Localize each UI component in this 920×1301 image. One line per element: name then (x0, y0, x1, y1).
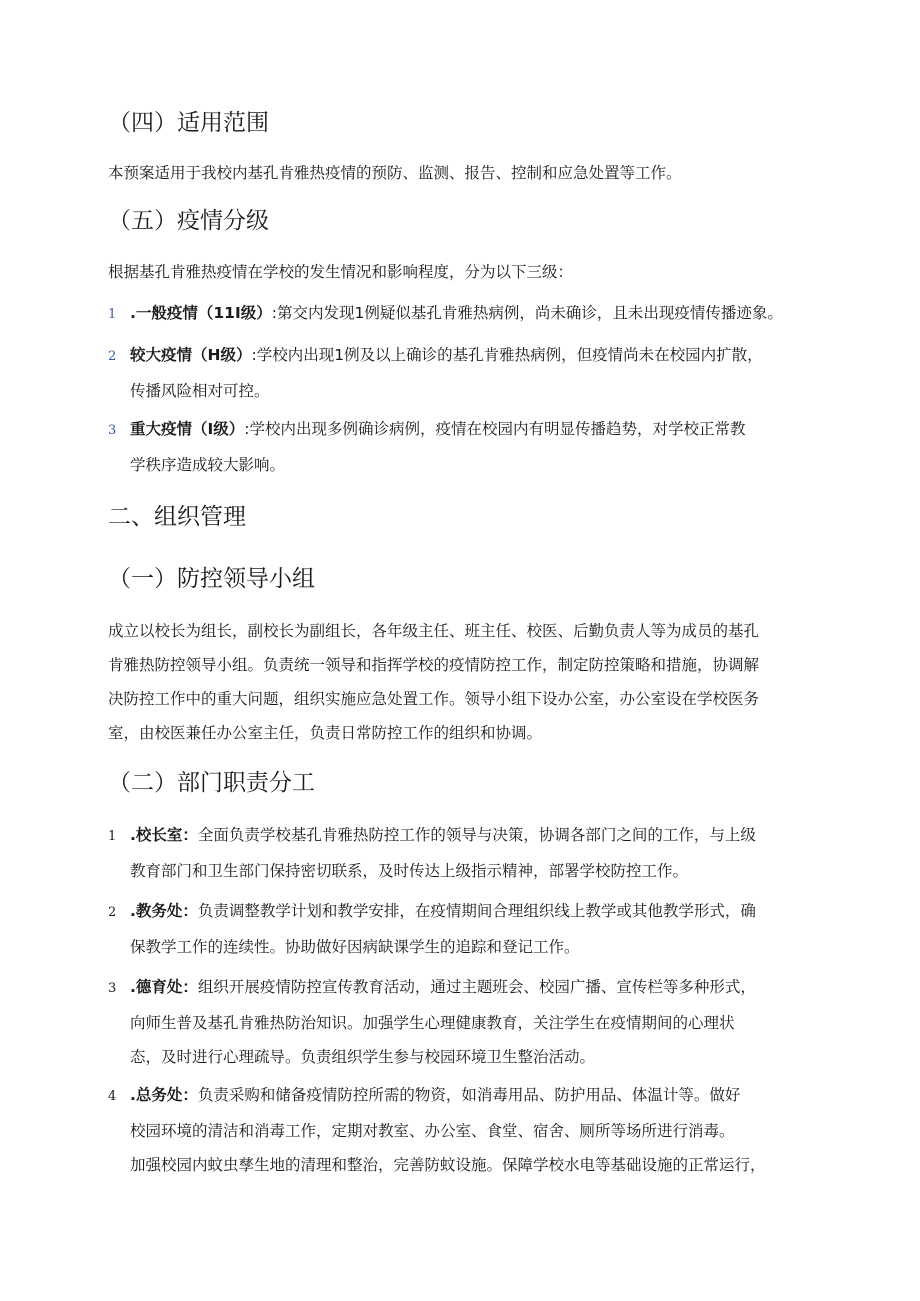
duty-label: .校长室： (130, 826, 198, 844)
scope-paragraph: 本预案适用于我校内基孔肯雅热疫情的预防、监测、报告、控制和应急处置等工作。 (108, 164, 682, 182)
list-number: 1 (108, 307, 117, 322)
level-label: 重大疫情（I级） (130, 420, 245, 438)
level-text-continued: 学秩序造成较大影响。 (130, 456, 286, 474)
duty-label: .教务处： (130, 902, 198, 920)
list-number: 3 (108, 981, 117, 996)
paragraph-line: 肯雅热防控领导小组。负责统一领导和指挥学校的疫情防控工作，制定防控策略和措施，协调解 (108, 656, 760, 674)
duty-text-continued: 教育部门和卫生部门保持密切联系，及时传达上级指示精神，部署学校防控工作。 (130, 862, 689, 880)
duty-text: 负责调整教学计划和教学安排，在疫情期间合理组织线上教学或其他教学形式，确 (197, 902, 756, 920)
duty-text: 组织开展疫情防控宣传教育活动，通过主题班会、校园广播、宣传栏等多种形式， (197, 978, 756, 996)
level-item (108, 296, 820, 332)
list-number: 2 (108, 905, 117, 920)
duty-text-continued: 加强校园内蚊虫孳生地的清理和整治，完善防蚊设施。保障学校水电等基础设施的正常运行， (130, 1156, 766, 1174)
list-number: 2 (108, 349, 117, 364)
leadership-paragraph (108, 614, 820, 750)
duty-text-continued: 向师生普及基孔肯雅热防治知识。加强学生心理健康教育，关注学生在疫情期间的心理状 (130, 1014, 735, 1032)
level-label: .一般疫情（11I级） (130, 304, 272, 322)
level-text: :学校内出现1例及以上确诊的基孔肯雅热病例，但疫情尚未在校园内扩散， (251, 346, 763, 364)
duty-text-continued: 态，及时进行心理疏导。负责组织学生参与校园环境卫生整治活动。 (130, 1048, 596, 1066)
duty-item (108, 894, 820, 964)
paragraph-line: 成立以校长为组长，副校长为副组长，各年级主任、班主任、校医、后勤负责人等为成员的基孔 (108, 622, 760, 640)
level-text: :学校内出现多例确诊病例，疫情在校园内有明显传播趋势，对学校正常教 (244, 420, 746, 438)
paragraph-line: 决防控工作中的重大问题，组织实施应急处置工作。领导小组下设办公室，办公室设在学校医务 (108, 690, 760, 708)
duty-text-continued: 保教学工作的连续性。协助做好因病缺课学生的追踪和登记工作。 (130, 938, 580, 956)
duty-item (108, 970, 820, 1074)
chapter-heading-organization: 二、组织管理 (108, 504, 246, 530)
duty-text-continued: 校园环境的清洁和消毒工作，定期对教室、办公室、食堂、宿舍、厕所等场所进行消毒。 (130, 1122, 735, 1140)
duty-item (108, 818, 820, 888)
paragraph-line: 室，由校医兼任办公室主任，负责日常防控工作的组织和协调。 (108, 724, 543, 742)
list-number: 3 (108, 423, 117, 438)
section-heading-scope: （四）适用范围 (108, 110, 269, 136)
section-heading-leadership: （一）防控领导小组 (108, 566, 315, 592)
list-number: 1 (108, 829, 117, 844)
levels-intro: 根据基孔肯雅热疫情在学校的发生情况和影响程度，分为以下三级： (108, 263, 574, 281)
section-heading-levels: （五）疫情分级 (108, 208, 269, 234)
list-number: 4 (108, 1089, 117, 1104)
level-text: :第交内发现1例疑似基孔肯雅热病例，尚未确诊，且未出现疫情传播迹象。 (271, 304, 783, 322)
level-text-continued: 传播风险相对可控。 (130, 382, 270, 400)
duty-item (108, 1078, 820, 1182)
level-label: 较大疫情（H级） (130, 346, 252, 364)
level-item (108, 412, 820, 482)
section-heading-duties: （二）部门职责分工 (108, 770, 315, 796)
duty-text: 全面负责学校基孔肯雅热防控工作的领导与决策，协调各部门之间的工作，与上级 (197, 826, 756, 844)
duty-text: 负责采购和储备疫情防控所需的物资，如消毒用品、防护用品、体温计等。做好 (197, 1086, 741, 1104)
level-item (108, 338, 820, 408)
duty-label: .总务处： (130, 1086, 198, 1104)
duty-label: .德育处： (130, 978, 198, 996)
